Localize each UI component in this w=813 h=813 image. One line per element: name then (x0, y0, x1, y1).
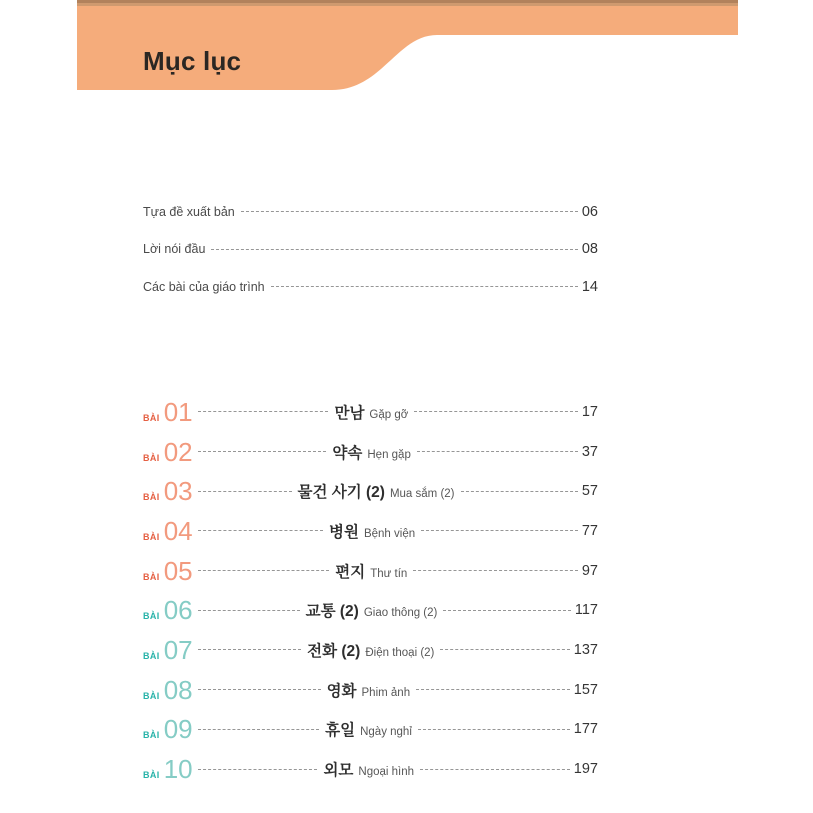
toc-entry (143, 231, 598, 269)
lesson-title (323, 520, 421, 542)
lesson-number: 09 (163, 714, 193, 745)
lesson-title (326, 441, 416, 463)
toc-lesson-entry (143, 392, 598, 432)
toc-entry-label: Các bài của giáo trình (143, 279, 265, 294)
lesson-title (301, 639, 440, 661)
toc-lesson-entry (143, 710, 598, 750)
lesson-label (143, 754, 198, 785)
leader-line (211, 249, 577, 250)
leader-line (443, 610, 571, 611)
toc-lesson-entry (143, 670, 598, 710)
lesson-title-vietnamese: Ngoại hình (358, 766, 415, 779)
front-matter-list (143, 193, 598, 306)
header-strip-mid (77, 3, 738, 6)
lesson-page: 197 (573, 761, 598, 778)
lesson-title-korean: 전화 (2) (307, 642, 361, 660)
toc-lesson-entry (143, 432, 598, 472)
header-strip-dark (77, 0, 738, 3)
lesson-title (329, 560, 413, 582)
lesson-title (328, 401, 414, 423)
lesson-title-korean: 약속 (332, 444, 363, 462)
lesson-title-korean: 물건 사기 (2) (297, 484, 385, 502)
lesson-number: 07 (163, 634, 193, 665)
lesson-title-vietnamese: Hẹn gặp (367, 448, 411, 461)
lesson-title (317, 758, 420, 780)
lesson-title-vietnamese: Giao thông (2) (363, 607, 438, 620)
lesson-page: 117 (574, 602, 598, 619)
lesson-number: 02 (163, 436, 193, 467)
lesson-title-vietnamese: Phim ảnh (361, 686, 411, 699)
leader-line (198, 729, 320, 730)
lesson-label (143, 674, 198, 705)
lesson-title-vietnamese: Bệnh viện (363, 527, 416, 540)
lesson-label-prefix: BÀI (143, 492, 160, 503)
lesson-title-vietnamese: Ngày nghỉ (360, 726, 412, 739)
lesson-label (143, 515, 198, 546)
lesson-label-prefix: BÀI (143, 531, 160, 542)
lesson-number: 03 (163, 476, 193, 507)
leader-line (418, 729, 570, 730)
lesson-page: 137 (573, 641, 598, 658)
leader-line (420, 769, 570, 770)
page-title: Mục lục (143, 46, 242, 76)
lesson-title-korean: 영화 (326, 682, 357, 700)
lesson-label-prefix: BÀI (143, 571, 160, 582)
toc-entry-label: Lời nói đầu (143, 242, 206, 257)
leader-line (414, 411, 578, 412)
header-band (0, 0, 813, 100)
lesson-page: 57 (581, 483, 598, 500)
toc-entry-label: Tựa đề xuất bản (143, 204, 235, 219)
lesson-label (143, 396, 198, 427)
lesson-list (143, 392, 598, 789)
lesson-title-vietnamese: Điện thoại (2) (365, 646, 435, 659)
lesson-page: 97 (581, 562, 598, 579)
lesson-number: 04 (163, 515, 193, 546)
leader-line (198, 530, 323, 531)
leader-line (198, 689, 321, 690)
lesson-page: 157 (573, 681, 598, 698)
lesson-page: 37 (581, 443, 598, 460)
lesson-label-prefix: BÀI (143, 770, 160, 781)
lesson-label (143, 476, 198, 507)
lesson-title-vietnamese: Thư tín (370, 567, 408, 580)
lesson-label-prefix: BÀI (143, 730, 160, 741)
toc-entry-page: 08 (581, 241, 598, 258)
leader-line (198, 649, 302, 650)
lesson-title-korean: 편지 (335, 563, 366, 581)
leader-line (271, 286, 578, 287)
toc-entry-page: 06 (581, 203, 598, 220)
lesson-title (292, 480, 461, 502)
leader-line (198, 610, 300, 611)
lesson-title (300, 599, 444, 621)
toc-lesson-entry (143, 471, 598, 511)
lesson-label (143, 634, 198, 665)
lesson-label (143, 555, 198, 586)
toc-lesson-entry (143, 749, 598, 789)
leader-line (198, 769, 318, 770)
lesson-label-prefix: BÀI (143, 650, 160, 661)
lesson-number: 08 (163, 674, 193, 705)
leader-line (198, 451, 327, 452)
leader-line (416, 689, 570, 690)
lesson-label-prefix: BÀI (143, 690, 160, 701)
lesson-page: 177 (573, 721, 598, 738)
leader-line (241, 211, 578, 212)
leader-line (421, 530, 578, 531)
toc-lesson-entry (143, 590, 598, 630)
lesson-title-vietnamese: Gặp gỡ (369, 408, 409, 421)
toc-entry-page: 14 (581, 278, 598, 295)
toc-entry (143, 268, 598, 306)
lesson-title-korean: 병원 (329, 523, 359, 541)
leader-line (461, 491, 578, 492)
lesson-page: 17 (581, 403, 598, 420)
lesson-title-korean: 외모 (323, 762, 354, 780)
lesson-label (143, 714, 198, 745)
lesson-number: 05 (163, 555, 193, 586)
lesson-label-prefix: BÀI (143, 611, 160, 622)
leader-line (198, 570, 330, 571)
lesson-number: 01 (163, 396, 193, 427)
toc-lesson-entry (143, 511, 598, 551)
lesson-label (143, 595, 198, 626)
lesson-number: 10 (163, 754, 193, 785)
leader-line (198, 411, 329, 412)
leader-line (417, 451, 578, 452)
leader-line (440, 649, 569, 650)
leader-line (413, 570, 578, 571)
lesson-title-korean: 휴일 (325, 722, 356, 740)
lesson-number: 06 (163, 595, 193, 626)
lesson-label (143, 436, 198, 467)
lesson-title-vietnamese: Mua sắm (2) (389, 488, 455, 501)
toc-lesson-entry (143, 551, 598, 591)
lesson-page: 77 (581, 522, 598, 539)
lesson-label-prefix: BÀI (143, 412, 160, 423)
lesson-title (319, 718, 418, 740)
toc-lesson-entry (143, 630, 598, 670)
lesson-label-prefix: BÀI (143, 452, 160, 463)
lesson-title (321, 679, 417, 701)
leader-line (198, 491, 292, 492)
toc-entry (143, 193, 598, 231)
lesson-title-korean: 만남 (334, 404, 365, 422)
lesson-title-korean: 교통 (2) (305, 603, 359, 621)
